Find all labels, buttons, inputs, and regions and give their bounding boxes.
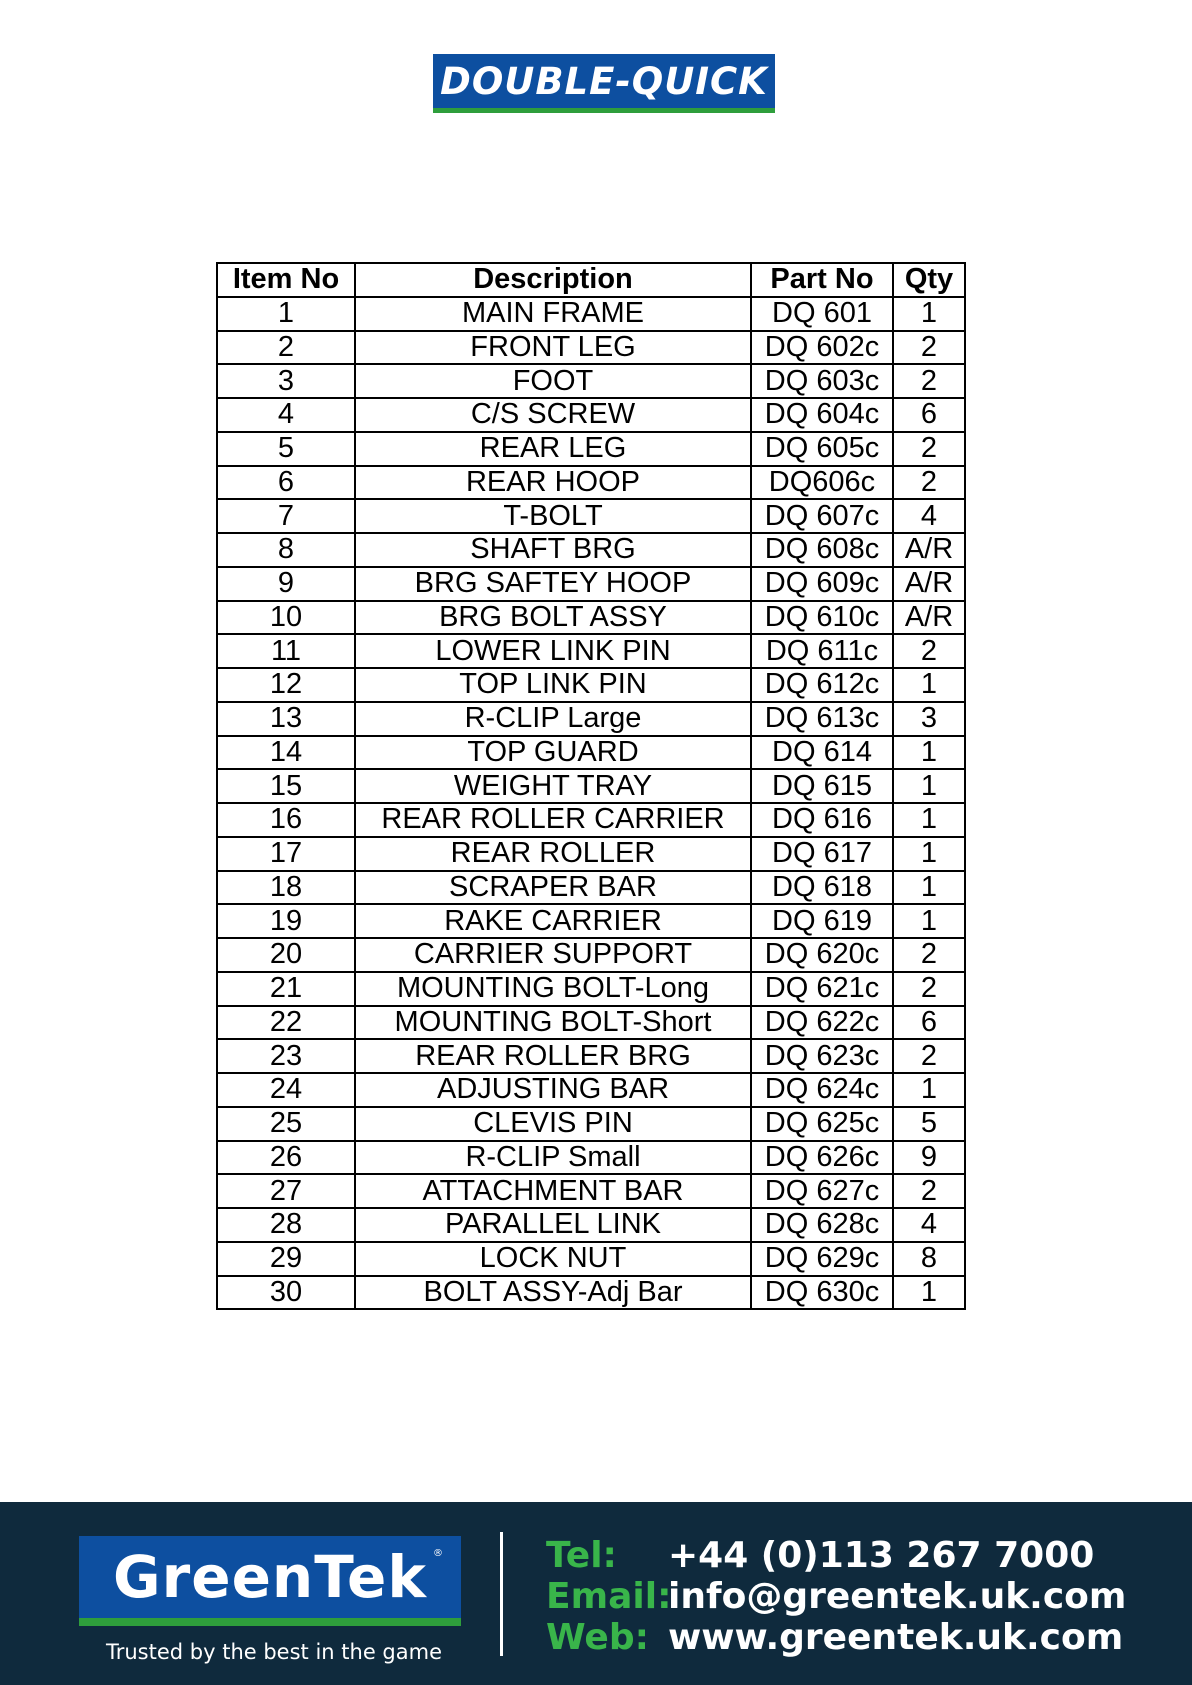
qty-cell: 6 <box>893 1006 965 1040</box>
item-no-cell: 5 <box>217 432 355 466</box>
description-cell: C/S SCREW <box>355 398 751 432</box>
web-link[interactable]: www.greentek.uk.com <box>668 1617 1124 1658</box>
table-body <box>217 297 965 1310</box>
table-row <box>217 567 965 601</box>
item-no-cell: 7 <box>217 499 355 533</box>
qty-cell: 1 <box>893 871 965 905</box>
part-no-cell: DQ 616 <box>751 803 893 837</box>
part-no-cell: DQ 620c <box>751 938 893 972</box>
header-part-no: Part No <box>751 263 893 297</box>
description-cell: T-BOLT <box>355 499 751 533</box>
item-no-cell: 18 <box>217 871 355 905</box>
item-no-cell: 27 <box>217 1174 355 1208</box>
header-description: Description <box>355 263 751 297</box>
part-no-cell: DQ 619 <box>751 904 893 938</box>
qty-cell: 2 <box>893 331 965 365</box>
part-no-cell: DQ 613c <box>751 702 893 736</box>
part-no-cell: DQ 624c <box>751 1073 893 1107</box>
part-no-cell: DQ 603c <box>751 364 893 398</box>
table-row <box>217 1242 965 1276</box>
item-no-cell: 25 <box>217 1107 355 1141</box>
qty-cell: 4 <box>893 1208 965 1242</box>
table-row <box>217 904 965 938</box>
part-no-cell: DQ 630c <box>751 1276 893 1310</box>
footer <box>0 1502 1192 1685</box>
email-label: Email: <box>546 1576 672 1617</box>
part-no-cell: DQ 608c <box>751 533 893 567</box>
table-row <box>217 533 965 567</box>
description-cell: MOUNTING BOLT-Long <box>355 972 751 1006</box>
description-cell: ATTACHMENT BAR <box>355 1174 751 1208</box>
description-cell: MAIN FRAME <box>355 297 751 331</box>
description-cell: REAR ROLLER CARRIER <box>355 803 751 837</box>
description-cell: BRG BOLT ASSY <box>355 601 751 635</box>
description-cell: R-CLIP Large <box>355 702 751 736</box>
table-row <box>217 601 965 635</box>
description-cell: BRG SAFTEY HOOP <box>355 567 751 601</box>
qty-cell: 2 <box>893 972 965 1006</box>
part-no-cell: DQ 623c <box>751 1039 893 1073</box>
table-row <box>217 736 965 770</box>
tel-label: Tel: <box>546 1535 617 1576</box>
item-no-cell: 2 <box>217 331 355 365</box>
table-row <box>217 331 965 365</box>
tel-value[interactable]: +44 (0)113 267 7000 <box>668 1535 1095 1576</box>
part-no-cell: DQ 609c <box>751 567 893 601</box>
table-row <box>217 769 965 803</box>
qty-cell: 2 <box>893 432 965 466</box>
item-no-cell: 3 <box>217 364 355 398</box>
description-cell: R-CLIP Small <box>355 1141 751 1175</box>
email-link[interactable]: info@greentek.uk.com <box>668 1576 1127 1617</box>
table-row <box>217 871 965 905</box>
part-no-cell: DQ 627c <box>751 1174 893 1208</box>
item-no-cell: 1 <box>217 297 355 331</box>
table-row <box>217 466 965 500</box>
item-no-cell: 17 <box>217 837 355 871</box>
description-cell: SCRAPER BAR <box>355 871 751 905</box>
table-row <box>217 668 965 702</box>
qty-cell: 1 <box>893 1276 965 1310</box>
qty-cell: 2 <box>893 1039 965 1073</box>
part-no-cell: DQ 605c <box>751 432 893 466</box>
description-cell: BOLT ASSY-Adj Bar <box>355 1276 751 1310</box>
table-row <box>217 499 965 533</box>
description-cell: REAR LEG <box>355 432 751 466</box>
header-qty: Qty <box>893 263 965 297</box>
item-no-cell: 10 <box>217 601 355 635</box>
item-no-cell: 20 <box>217 938 355 972</box>
table-row <box>217 1208 965 1242</box>
qty-cell: 2 <box>893 938 965 972</box>
qty-cell: 1 <box>893 769 965 803</box>
part-no-cell: DQ 610c <box>751 601 893 635</box>
item-no-cell: 29 <box>217 1242 355 1276</box>
part-no-cell: DQ 604c <box>751 398 893 432</box>
description-cell: CLEVIS PIN <box>355 1107 751 1141</box>
item-no-cell: 30 <box>217 1276 355 1310</box>
table-row <box>217 1039 965 1073</box>
description-cell: WEIGHT TRAY <box>355 769 751 803</box>
part-no-cell: DQ 626c <box>751 1141 893 1175</box>
qty-cell: A/R <box>893 567 965 601</box>
table-row <box>217 972 965 1006</box>
table-row <box>217 1174 965 1208</box>
qty-cell: 2 <box>893 1174 965 1208</box>
item-no-cell: 8 <box>217 533 355 567</box>
qty-cell: 1 <box>893 736 965 770</box>
web-label: Web: <box>546 1617 650 1658</box>
double-quick-logo <box>433 54 775 113</box>
description-cell: LOCK NUT <box>355 1242 751 1276</box>
part-no-cell: DQ 601 <box>751 297 893 331</box>
qty-cell: 5 <box>893 1107 965 1141</box>
qty-cell: 1 <box>893 668 965 702</box>
qty-cell: 2 <box>893 466 965 500</box>
item-no-cell: 4 <box>217 398 355 432</box>
qty-cell: 8 <box>893 1242 965 1276</box>
description-cell: FRONT LEG <box>355 331 751 365</box>
part-no-cell: DQ 628c <box>751 1208 893 1242</box>
greentek-logo-text: GreenTek <box>113 1543 427 1611</box>
table-row <box>217 432 965 466</box>
table-row <box>217 1107 965 1141</box>
part-no-cell: DQ 621c <box>751 972 893 1006</box>
greentek-logo <box>79 1536 461 1626</box>
qty-cell: A/R <box>893 601 965 635</box>
item-no-cell: 23 <box>217 1039 355 1073</box>
item-no-cell: 24 <box>217 1073 355 1107</box>
item-no-cell: 22 <box>217 1006 355 1040</box>
part-no-cell: DQ 629c <box>751 1242 893 1276</box>
header-item-no: Item No <box>217 263 355 297</box>
description-cell: REAR HOOP <box>355 466 751 500</box>
qty-cell: 9 <box>893 1141 965 1175</box>
part-no-cell: DQ 615 <box>751 769 893 803</box>
qty-cell: 1 <box>893 904 965 938</box>
description-cell: TOP LINK PIN <box>355 668 751 702</box>
description-cell: PARALLEL LINK <box>355 1208 751 1242</box>
description-cell: ADJUSTING BAR <box>355 1073 751 1107</box>
table-row <box>217 1006 965 1040</box>
item-no-cell: 28 <box>217 1208 355 1242</box>
part-no-cell: DQ 622c <box>751 1006 893 1040</box>
description-cell: RAKE CARRIER <box>355 904 751 938</box>
qty-cell: 1 <box>893 803 965 837</box>
table-row <box>217 364 965 398</box>
item-no-cell: 6 <box>217 466 355 500</box>
qty-cell: 4 <box>893 499 965 533</box>
part-no-cell: DQ 602c <box>751 331 893 365</box>
description-cell: REAR ROLLER BRG <box>355 1039 751 1073</box>
table-row <box>217 398 965 432</box>
table-row <box>217 837 965 871</box>
table-row <box>217 1276 965 1310</box>
description-cell: MOUNTING BOLT-Short <box>355 1006 751 1040</box>
item-no-cell: 16 <box>217 803 355 837</box>
qty-cell: 1 <box>893 1073 965 1107</box>
table-row <box>217 938 965 972</box>
item-no-cell: 9 <box>217 567 355 601</box>
item-no-cell: 21 <box>217 972 355 1006</box>
table-row <box>217 803 965 837</box>
part-no-cell: DQ 607c <box>751 499 893 533</box>
item-no-cell: 14 <box>217 736 355 770</box>
table-row <box>217 1141 965 1175</box>
part-no-cell: DQ 612c <box>751 668 893 702</box>
qty-cell: 3 <box>893 702 965 736</box>
table-row <box>217 297 965 331</box>
item-no-cell: 26 <box>217 1141 355 1175</box>
part-no-cell: DQ 625c <box>751 1107 893 1141</box>
item-no-cell: 19 <box>217 904 355 938</box>
qty-cell: 2 <box>893 364 965 398</box>
part-no-cell: DQ 617 <box>751 837 893 871</box>
registered-mark: ® <box>433 1548 443 1559</box>
item-no-cell: 11 <box>217 634 355 668</box>
part-no-cell: DQ606c <box>751 466 893 500</box>
brand-title: DOUBLE-QUICK <box>440 59 768 103</box>
part-no-cell: DQ 611c <box>751 634 893 668</box>
qty-cell: 2 <box>893 634 965 668</box>
table-row <box>217 702 965 736</box>
part-no-cell: DQ 618 <box>751 871 893 905</box>
qty-cell: A/R <box>893 533 965 567</box>
table-header-row <box>217 263 965 297</box>
item-no-cell: 12 <box>217 668 355 702</box>
qty-cell: 1 <box>893 837 965 871</box>
description-cell: SHAFT BRG <box>355 533 751 567</box>
footer-divider <box>500 1532 503 1656</box>
description-cell: LOWER LINK PIN <box>355 634 751 668</box>
table-row <box>217 1073 965 1107</box>
parts-table <box>216 262 966 1310</box>
description-cell: TOP GUARD <box>355 736 751 770</box>
item-no-cell: 15 <box>217 769 355 803</box>
description-cell: REAR ROLLER <box>355 837 751 871</box>
description-cell: FOOT <box>355 364 751 398</box>
qty-cell: 1 <box>893 297 965 331</box>
description-cell: CARRIER SUPPORT <box>355 938 751 972</box>
table-row <box>217 634 965 668</box>
part-no-cell: DQ 614 <box>751 736 893 770</box>
qty-cell: 6 <box>893 398 965 432</box>
item-no-cell: 13 <box>217 702 355 736</box>
tagline: Trusted by the best in the game <box>106 1640 442 1664</box>
